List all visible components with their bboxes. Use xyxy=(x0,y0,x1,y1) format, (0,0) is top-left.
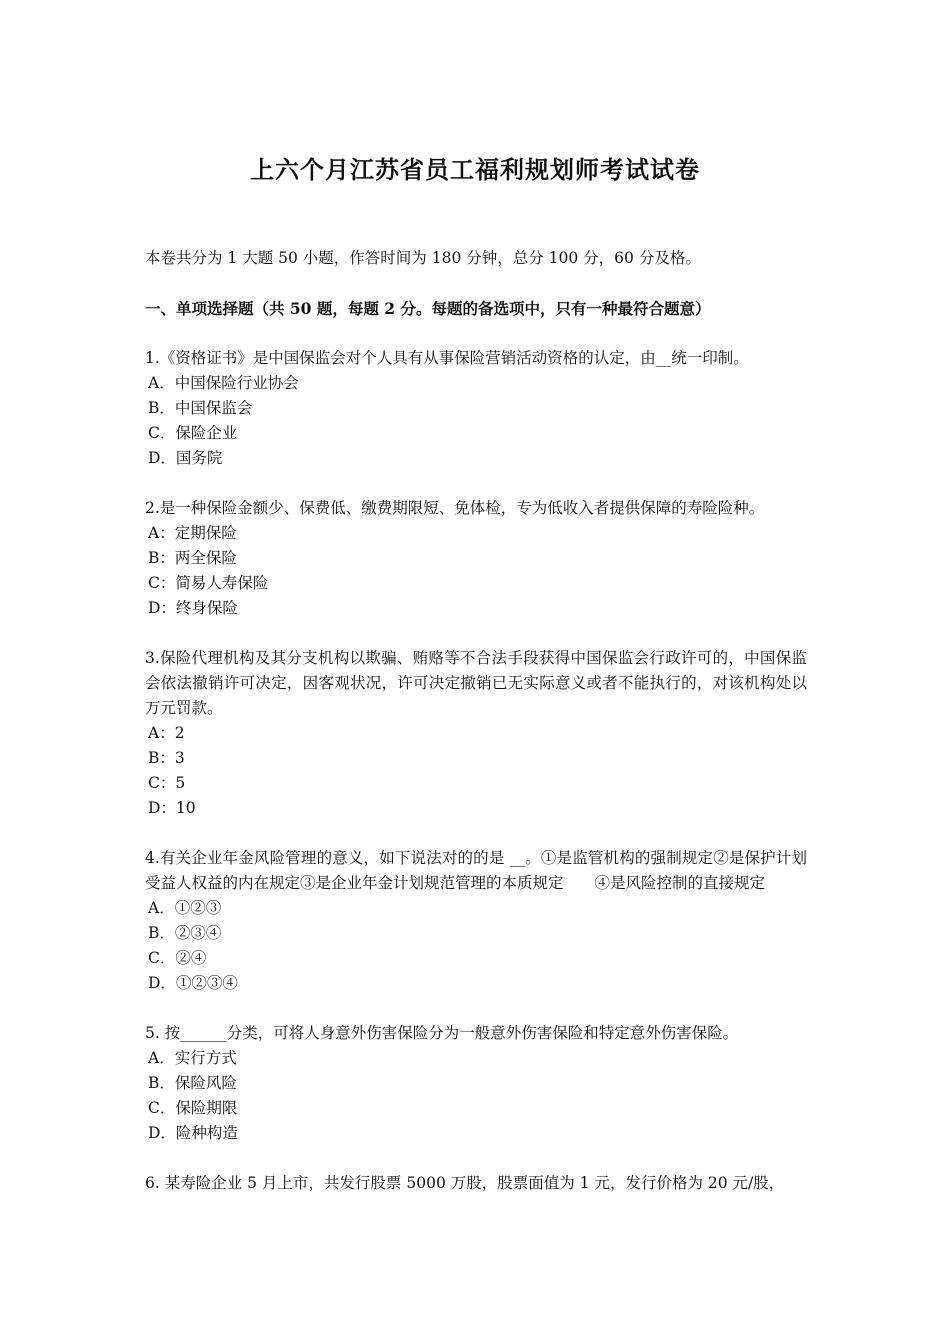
answer-option: A．①②③ xyxy=(148,899,222,917)
question-stem: 6. 某寿险企业 5 月上市，共发行股票 5000 万股，股票面值为 1 元，发行价格为 20 元/股， xyxy=(145,1174,785,1192)
question-stem: 1.《资格证书》是中国保监会对个人具有从事保险营销活动资格的认定，由__统一印制。 xyxy=(145,349,749,367)
answer-option: B．保险风险 xyxy=(148,1074,237,1092)
answer-option: B：两全保险 xyxy=(148,549,237,567)
question-stem: 3.保险代理机构及其分支机构以欺骗、贿赂等不合法手段获得中国保监会行政许可的，中国保监会依法撤销许可决定，因客观状况，许可决定撤销已无实际意义或者不能执行的，对该机构处以万元罚款。 xyxy=(145,649,807,717)
answer-option: D．国务院 xyxy=(148,449,223,467)
question-item xyxy=(145,1171,807,1196)
question-stem: 4.有关企业年金风险管理的意义，如下说法对的的是 __。①是监管机构的强制规定②是保护计划受益人权益的内在规定③是企业年金计划规范管理的本质规定 ④是风险控制的直接规定 xyxy=(145,849,807,892)
question-item xyxy=(145,496,807,621)
answer-option: C：简易人寿保险 xyxy=(148,574,269,592)
answer-option: D：终身保险 xyxy=(148,599,238,617)
answer-option: D．①②③④ xyxy=(148,974,238,992)
answer-option: A：2 xyxy=(148,724,185,742)
answer-option: C．保险期限 xyxy=(148,1099,238,1117)
answer-option: C：5 xyxy=(148,774,186,792)
question-item xyxy=(145,1021,807,1146)
answer-option: A：定期保险 xyxy=(148,524,237,542)
document-title: 上六个月江苏省员工福利规划师考试试卷 xyxy=(250,155,700,184)
answer-option: C．②④ xyxy=(148,949,207,967)
answer-option: C．保险企业 xyxy=(148,424,238,442)
question-item xyxy=(145,846,807,996)
question-stem: 2.是一种保险金额少、保费低、缴费期限短、免体检，专为低收入者提供保障的寿险险种。 xyxy=(145,499,765,517)
question-item xyxy=(145,646,807,821)
document-body xyxy=(145,246,807,1221)
answer-option: A．实行方式 xyxy=(148,1049,237,1067)
answer-option: B．中国保监会 xyxy=(148,399,253,417)
question-item xyxy=(145,346,807,471)
exam-intro: 本卷共分为 1 大题 50 小题，作答时间为 180 分钟，总分 100 分，60 分及格。 xyxy=(145,249,701,267)
answer-option: A．中国保险行业协会 xyxy=(148,374,299,392)
answer-option: D．险种构造 xyxy=(148,1124,238,1142)
answer-option: D：10 xyxy=(148,799,196,817)
section-heading: 一、单项选择题（共 50 题，每题 2 分。每题的备选项中，只有一种最符合题意） xyxy=(145,299,711,318)
answer-option: B：3 xyxy=(148,749,185,767)
answer-option: B．②③④ xyxy=(148,924,222,942)
question-stem: 5. 按______分类，可将人身意外伤害保险分为一般意外伤害保险和特定意外伤害保险。 xyxy=(145,1024,739,1042)
